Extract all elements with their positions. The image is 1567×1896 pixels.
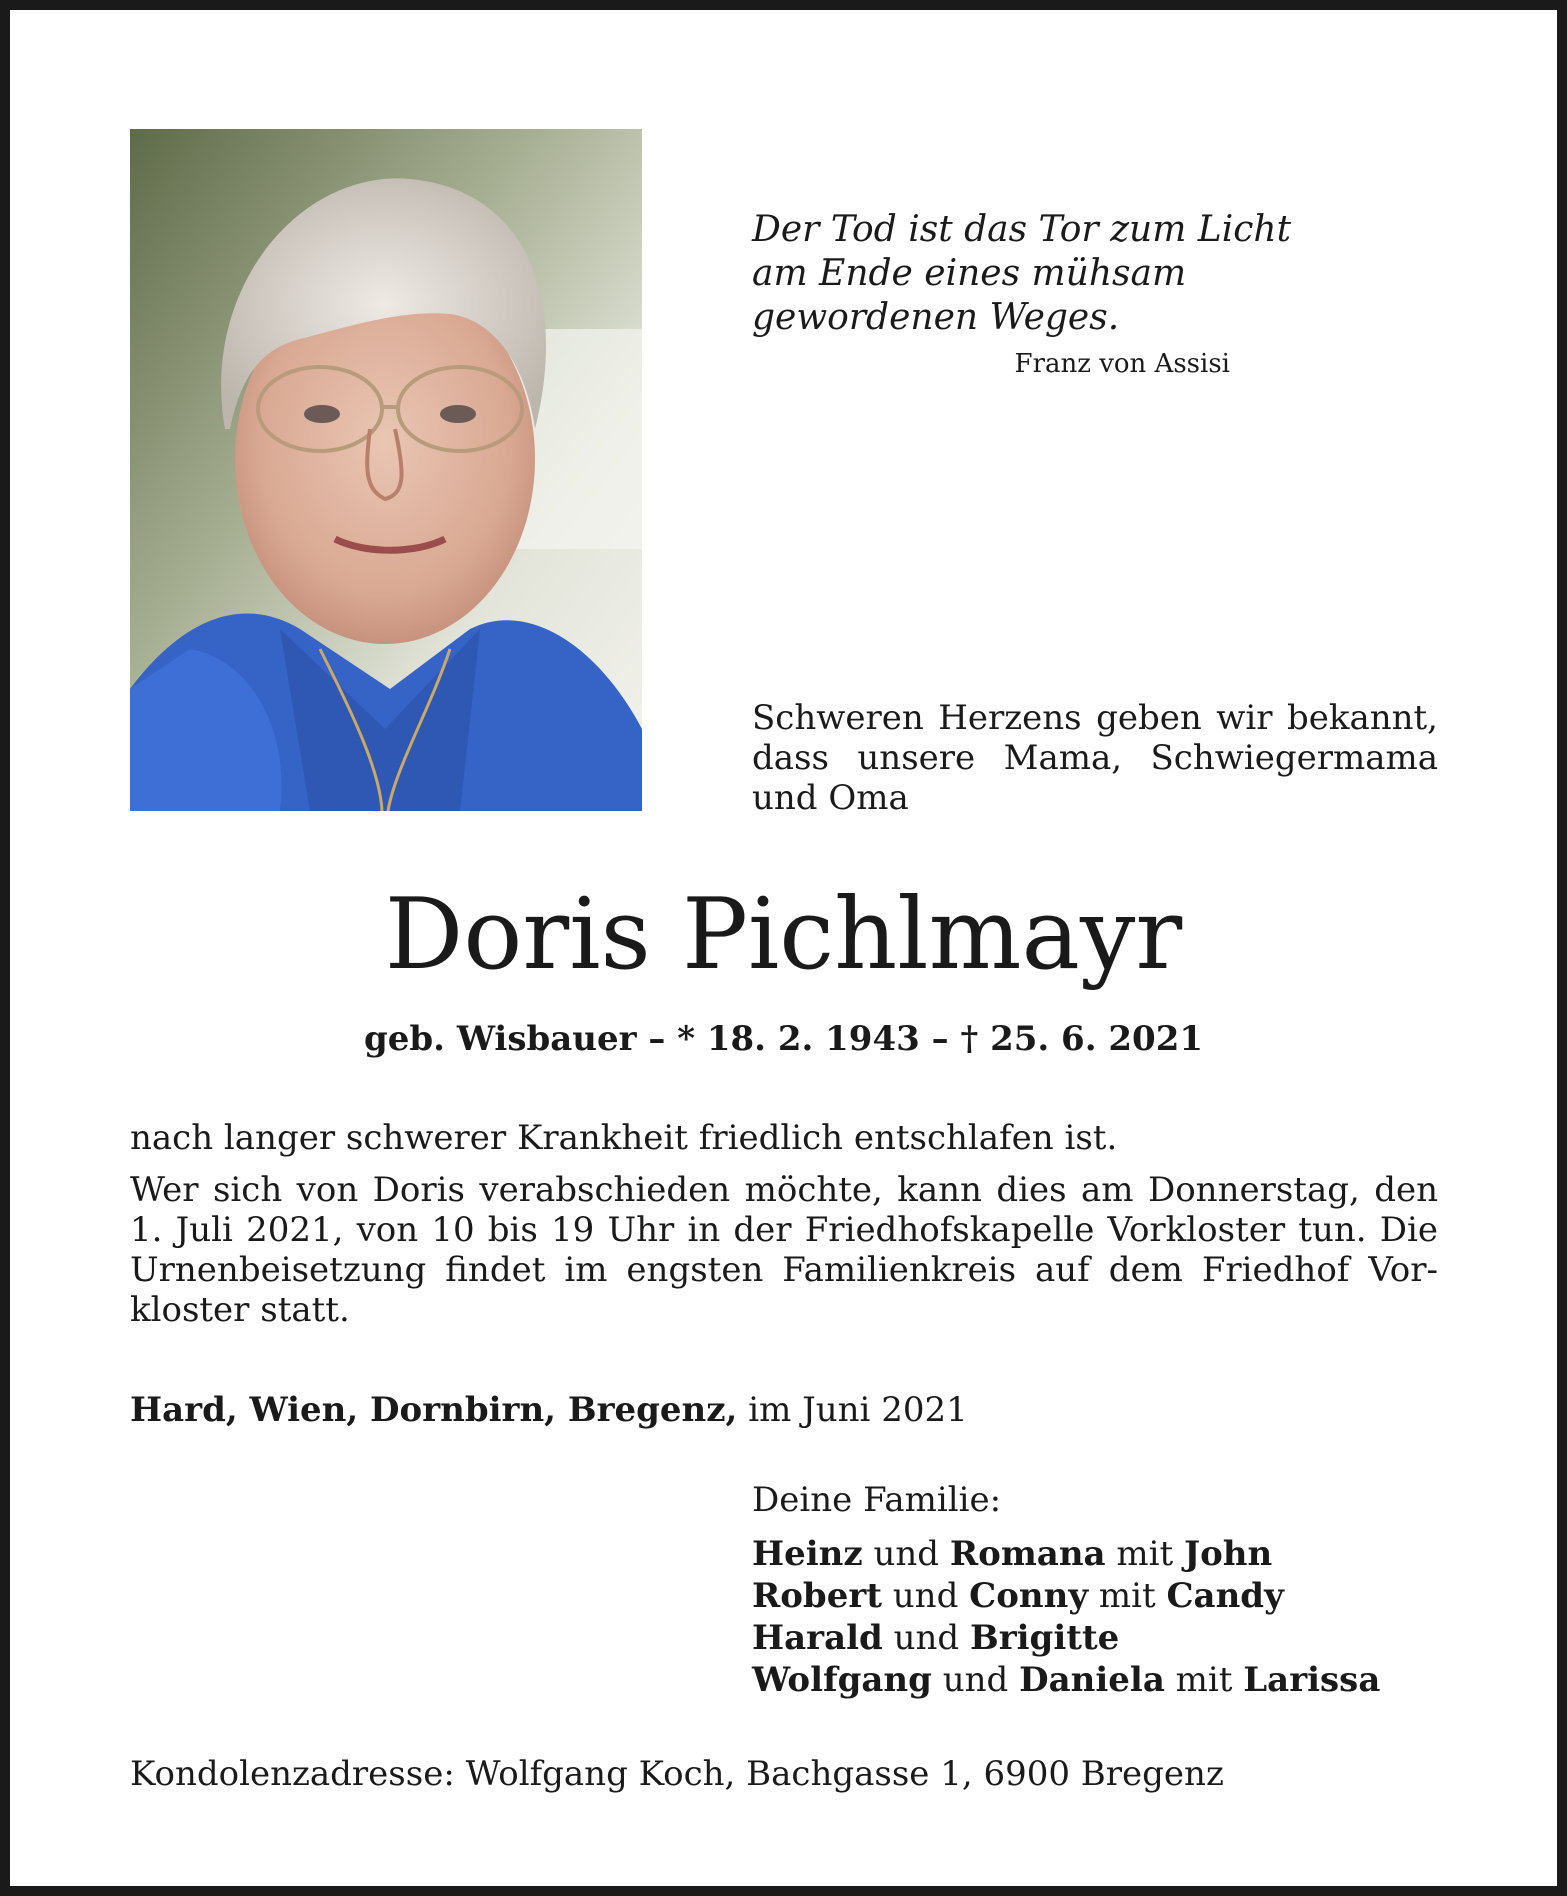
- deceased-name: Doris Pichlmayr: [384, 878, 1183, 992]
- intro-line: und Oma: [752, 778, 909, 818]
- family-conjunction: und: [893, 1618, 960, 1658]
- family-member: Robert: [752, 1576, 882, 1616]
- family-heading: Deine Familie:: [752, 1480, 1002, 1520]
- intro-line: Schweren Herzens geben wir bekannt,: [752, 698, 1438, 738]
- family-conjunction: und: [873, 1534, 940, 1574]
- body-line: Wer sich von Doris verabschieden möchte, kann dies am Donnerstag, den: [130, 1170, 1438, 1210]
- body-line: kloster statt.: [130, 1290, 350, 1330]
- announcement-intro: [752, 698, 1438, 818]
- family-conjunction: mit: [1098, 1576, 1156, 1616]
- family-conjunction: mit: [1175, 1660, 1233, 1700]
- family-member: Heinz: [752, 1534, 863, 1574]
- place-cities: Hard, Wien, Dornbirn, Bregenz,: [130, 1390, 738, 1430]
- family-row: [752, 1617, 1380, 1659]
- body-line: Urnenbeisetzung findet im engsten Familienkreis auf dem Friedhof Vor-: [130, 1250, 1438, 1290]
- intro-line: dass unsere Mama, Schwiegermama: [752, 738, 1438, 778]
- family-member: Wolfgang: [752, 1660, 932, 1700]
- body-line: 1. Juli 2021, von 10 bis 19 Uhr in der Friedhofskapelle Vorkloster tun. Die: [130, 1210, 1438, 1250]
- quote-text: [752, 208, 1312, 340]
- quote-line: Der Tod ist das Tor zum Licht: [752, 209, 1292, 250]
- family-row: [752, 1659, 1380, 1701]
- portrait-photo: [130, 129, 642, 811]
- announcement-body: [130, 1118, 1438, 1342]
- life-dates: geb. Wisbauer – * 18. 2. 1943 – † 25. 6. 2021: [363, 1019, 1204, 1059]
- place-month: im Juni 2021: [748, 1390, 968, 1430]
- family-member: Candy: [1166, 1576, 1284, 1616]
- family-member: Brigitte: [969, 1618, 1120, 1658]
- family-conjunction: und: [892, 1576, 959, 1616]
- family-member: John: [1184, 1534, 1273, 1574]
- family-member: Romana: [949, 1534, 1106, 1574]
- family-row: [752, 1533, 1380, 1575]
- family-member: Harald: [752, 1618, 883, 1658]
- body-paragraph: [130, 1170, 1438, 1330]
- family-member: Larissa: [1243, 1660, 1381, 1700]
- condolence-address: Kondolenzadresse: Wolfgang Koch, Bachgasse 1, 6900 Bregenz: [130, 1754, 1224, 1794]
- family-conjunction: und: [942, 1660, 1009, 1700]
- quote-line: am Ende eines mühsam: [752, 253, 1187, 294]
- place-date: [130, 1390, 968, 1430]
- family-member: Conny: [969, 1576, 1089, 1616]
- family-row: [752, 1575, 1380, 1617]
- quote-line: gewordenen Weges.: [752, 297, 1120, 338]
- family-conjunction: mit: [1116, 1534, 1174, 1574]
- family-list: [752, 1533, 1380, 1701]
- body-line: nach langer schwerer Krankheit friedlich entschlafen ist.: [130, 1118, 1118, 1158]
- quote-author: Franz von Assisi: [1014, 349, 1230, 379]
- family-member: Daniela: [1019, 1660, 1165, 1700]
